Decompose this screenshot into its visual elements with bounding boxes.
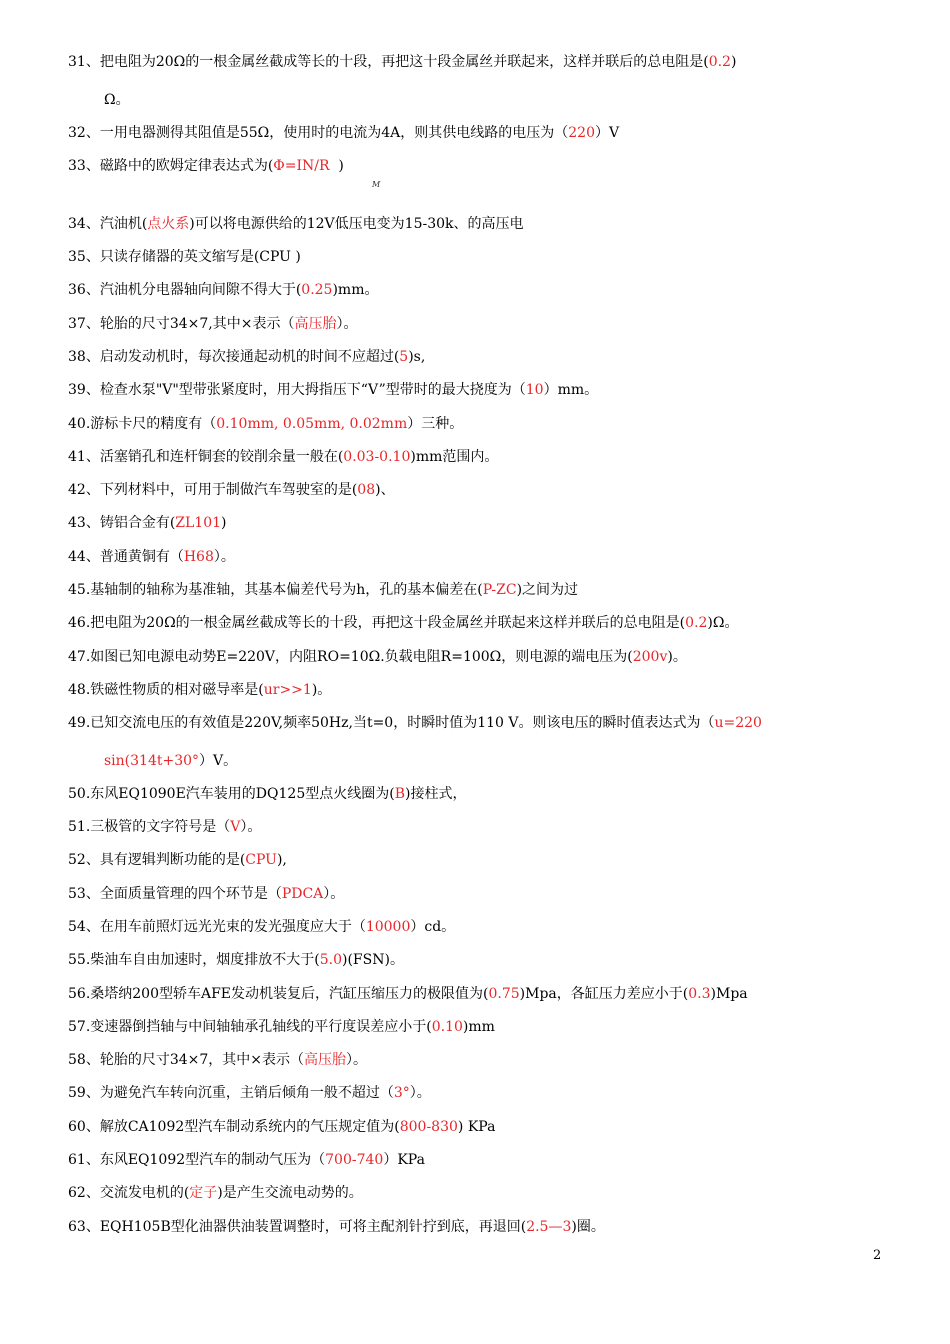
reluctance-subscript: M (372, 180, 381, 189)
question-text: )mm范围内。 (410, 449, 499, 465)
question-text: ）V。 (199, 753, 238, 769)
question-text: ）三种。 (407, 416, 464, 432)
answer-text: 0.2 (708, 54, 731, 70)
question-text: 40.游标卡尺的精度有（ (68, 416, 217, 432)
question-text: 56.桑塔纳200型轿车AFE发动机装复后，汽缸压缩压力的极限值为( (68, 986, 489, 1002)
question-line-q52 (68, 850, 888, 870)
question-text: 48.铁磁性物质的相对磁导率是( (68, 682, 264, 698)
question-text: 43、铸铝合金有( (68, 515, 176, 531)
question-text: )(FSN)。 (342, 952, 404, 968)
question-line-q54 (68, 917, 888, 937)
answer-text: PDCA (281, 886, 324, 902)
question-line-q58 (68, 1050, 888, 1070)
question-text: 45.基轴制的轴称为基准轴，其基本偏差代号为h，孔的基本偏差在( (68, 582, 483, 598)
question-line-q59 (68, 1083, 888, 1103)
answer-text: 定子 (189, 1185, 218, 1201)
question-line-q44 (68, 547, 888, 567)
question-line-q37 (68, 314, 888, 334)
question-line-q63 (68, 1217, 888, 1237)
question-text: ）V (595, 125, 620, 141)
question-line-q56 (68, 984, 888, 1004)
question-text: ) (329, 158, 344, 174)
question-text: 62、交流发电机的( (68, 1185, 190, 1201)
page-number: 2 (873, 1248, 882, 1263)
question-text: ）。 (346, 1052, 367, 1068)
question-line-q40 (68, 414, 888, 434)
question-line-q42 (68, 480, 888, 500)
answer-text: B (394, 786, 405, 802)
question-line-q61 (68, 1150, 888, 1170)
question-text: )s, (408, 349, 426, 365)
answer-text: 10000 (365, 919, 411, 935)
answer-text: 5.0 (319, 952, 342, 968)
question-text: 32、一用电器测得其阻值是55Ω，使用时的电流为4A，则其供电线路的电压为（ (68, 125, 569, 141)
question-text: )可以将电源供给的12V低压电变为15-30k、的高压电 (189, 216, 524, 232)
question-line-q60 (68, 1117, 888, 1137)
question-line-q50 (68, 784, 888, 804)
question-text: 37、轮胎的尺寸34×7,其中×表示（ (68, 316, 295, 332)
question-text: 47.如图已知电源电动势E=220V，内阻RO=10Ω.负载电阻R=100Ω，则电源的端电压为( (68, 649, 633, 665)
question-text: ）mm。 (543, 382, 599, 398)
question-text: )。 (667, 649, 687, 665)
question-text: ）。 (323, 886, 345, 902)
answer-text: 220 (568, 125, 595, 141)
question-text: ) (221, 515, 227, 531)
question-text: )是产生交流电动势的。 (217, 1185, 363, 1201)
question-text: Ω。 (104, 92, 130, 108)
question-text: 42、下列材料中，可用于制做汽车驾驶室的是( (68, 482, 358, 498)
answer-text: 5 (399, 349, 409, 365)
question-text: 63、EQH105B型化油器供油装置调整时，可将主配剂针拧到底，再退回( (68, 1219, 527, 1235)
question-text: ）cd。 (410, 919, 456, 935)
question-text: ) KPa (457, 1119, 496, 1135)
question-text: 36、汽油机分电器轴向间隙不得大于( (68, 282, 302, 298)
question-line-q41 (68, 447, 888, 467)
answer-text: V (230, 819, 241, 835)
question-text: 33、磁路中的欧姆定律表达式为( (68, 158, 274, 174)
question-text: 46.把电阻为20Ω的一根金属丝截成等长的十段，再把这十段金属丝并联起来这样并联后的总电阻是( (68, 615, 686, 631)
answer-text: 0.3 (688, 986, 711, 1002)
question-text: 31、把电阻为20Ω的一根金属丝截成等长的十段，再把这十段金属丝并联起来，这样并联后的总电阻是( (68, 54, 709, 70)
question-text: 34、汽油机( (68, 216, 148, 232)
answer-text: H68 (183, 549, 214, 565)
question-text: )mm (462, 1019, 495, 1035)
question-text: 54、在用车前照灯远光光束的发光强度应大于（ (68, 919, 366, 935)
question-line-q31a (68, 52, 888, 72)
answer-text: 3° (393, 1085, 410, 1101)
question-line-q49a (68, 713, 888, 733)
answer-text: P-ZC (482, 582, 517, 598)
answer-text: 0.10mm, 0.05mm, 0.02mm (216, 416, 408, 432)
answer-text: 0.2 (685, 615, 708, 631)
question-text: ）。 (213, 549, 235, 565)
answer-text: 800-830 (399, 1119, 458, 1135)
question-line-q45 (68, 580, 888, 600)
answer-text: 10 (525, 382, 544, 398)
answer-text: sin(314t+30° (104, 753, 200, 769)
question-text: 58、轮胎的尺寸34×7，其中×表示（ (68, 1052, 304, 1068)
question-text: 51.三极管的文字符号是（ (68, 819, 231, 835)
question-line-q43 (68, 513, 888, 533)
question-line-q33 (68, 156, 888, 176)
question-line-q39 (68, 380, 888, 400)
question-line-q46 (68, 613, 888, 633)
question-text: ) (730, 54, 737, 70)
question-text: 50.东风EQ1090E汽车装用的DQ125型点火线圈为( (68, 786, 395, 802)
question-text: 41、活塞销孔和连杆铜套的铰削余量一般在( (68, 449, 344, 465)
question-text: )。 (311, 682, 332, 698)
question-line-q36 (68, 280, 888, 300)
question-text: ), (276, 852, 287, 868)
answer-text: 高压胎 (304, 1052, 346, 1068)
answer-text: 0.25 (301, 282, 333, 298)
question-line-q31b (104, 90, 924, 110)
question-text: 49.已知交流电压的有效值是220V,频率50Hz,当t=0，时瞬时值为110 V。则该电压的瞬时值表达式为（ (68, 715, 715, 731)
question-text: )Ω。 (707, 615, 739, 631)
question-text: )之间为过 (516, 582, 579, 598)
question-line-q48 (68, 680, 888, 700)
question-text: 35、只读存储器的英文缩写是(CPU ) (68, 249, 301, 265)
question-text: 39、检查水泵"V"型带张紧度时，用大拇指压下“V”型带时的最大挠度为（ (68, 382, 526, 398)
question-text: 52、具有逻辑判断功能的是( (68, 852, 246, 868)
question-line-q35 (68, 247, 888, 267)
question-text: )、 (375, 482, 395, 498)
question-text: )mm。 (332, 282, 379, 298)
question-text: ）。 (240, 819, 262, 835)
question-line-q55 (68, 950, 888, 970)
question-text: 44、普通黄铜有（ (68, 549, 184, 565)
question-text: 61、东风EQ1092型汽车的制动气压为（ (68, 1152, 326, 1168)
question-text: 57.变速器倒挡轴与中间轴轴承孔轴线的平行度误差应小于( (68, 1019, 432, 1035)
question-line-q38 (68, 347, 888, 367)
question-line-q57 (68, 1017, 888, 1037)
answer-text: 2.5—3 (526, 1219, 572, 1235)
question-line-q53 (68, 884, 888, 904)
question-text: 53、全面质量管理的四个环节是（ (68, 886, 282, 902)
answer-text: ZL101 (175, 515, 222, 531)
answer-text: CPU (245, 852, 277, 868)
answer-text: 0.03-0.10 (343, 449, 411, 465)
question-line-q49b (104, 751, 924, 771)
question-line-q32 (68, 123, 888, 143)
question-text: 55.柴油车自由加速时，烟度排放不大于( (68, 952, 320, 968)
question-text: )接柱式， (405, 786, 467, 802)
answer-text: 700-740 (325, 1152, 384, 1168)
question-line-q62 (68, 1183, 888, 1203)
answer-text: 高压胎 (294, 316, 337, 332)
answer-text: 200v (632, 649, 668, 665)
question-text: ）。 (336, 316, 358, 332)
answer-text: 0.75 (488, 986, 520, 1002)
question-text: ）KPa (383, 1152, 425, 1168)
question-line-q51 (68, 817, 888, 837)
question-text: ）。 (409, 1085, 431, 1101)
question-text: )Mpa (710, 986, 748, 1002)
answer-text: 0.10 (431, 1019, 463, 1035)
question-line-q34 (68, 214, 888, 234)
question-text: 59、为避免汽车转向沉重，主销后倾角一般不超过（ (68, 1085, 394, 1101)
question-text: )Mpa，各缸压力差应小于( (519, 986, 689, 1002)
question-text: )圈。 (571, 1219, 605, 1235)
answer-text: 点火系 (147, 216, 190, 232)
question-text: 38、启动发动机时，每次接通起动机的时间不应超过( (68, 349, 400, 365)
answer-text: u=220 (714, 715, 762, 731)
answer-text: ur>>1 (263, 682, 312, 698)
question-text: 60、解放CA1092型汽车制动系统内的气压规定值为( (68, 1119, 400, 1135)
answer-text: 08 (357, 482, 376, 498)
question-line-q47 (68, 647, 888, 667)
answer-text: Φ=IN/R (273, 158, 330, 174)
